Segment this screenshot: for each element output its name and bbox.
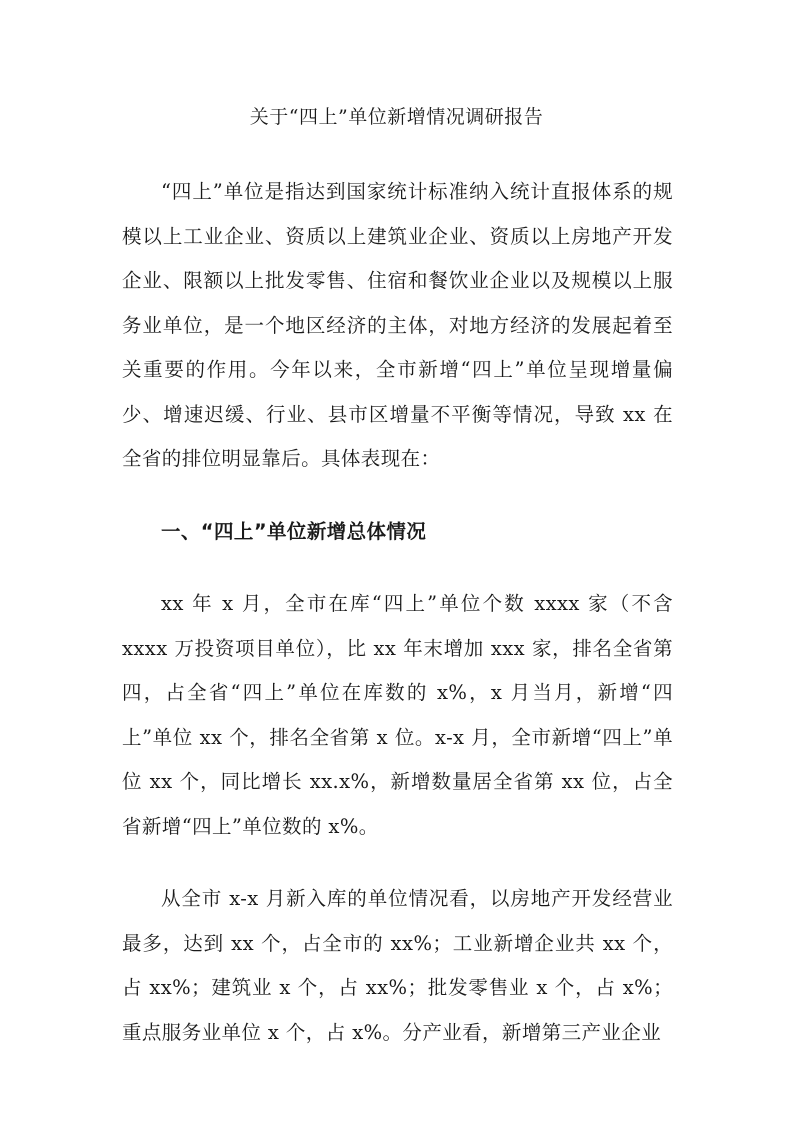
section-paragraph-1: xx 年 x 月，全市在库“四上”单位个数 xxxx 家（不含 xxxx 万投资项目单位），比 xx 年末增加 xxx 家，排名全省第四，占全省“四上”单位在库数的 x%，x 月当月，新增“四上”单位 xx 个，排名全省第 x 位。x-x 月，全市新增“四上”单位 xx 个，同比增长 xx.x%，新增数量居全省第 xx 位，占全省新增“四上”单位数的 x%。 xyxy=(122,592,673,838)
paragraph-gap xyxy=(122,482,673,510)
intro-paragraph: “四上”单位是指达到国家统计标准纳入统计直报体系的规模以上工业企业、资质以上建筑业企业、资质以上房地产开发企业、限额以上批发零售、住宿和餐饮业企业以及规模以上服务业单位，是一个地区经济的主体，对地方经济的发展起着至关重要的作用。今年以来，全市新增“四上”单位呈现增量偏少、增速迟缓、行业、县市区增量不平衡等情况，导致 xx 在全省的排位明显靠后。具体表现在： xyxy=(122,180,673,470)
paragraph-gap xyxy=(122,554,673,582)
section-heading: 一、“四上”单位新增总体情况 xyxy=(161,519,427,543)
paragraph-gap xyxy=(122,849,673,877)
document-title: 关于“四上”单位新增情况调研报告 xyxy=(249,106,544,128)
section-paragraph-2: 从全市 x-x 月新入库的单位情况看，以房地产开发经营业最多，达到 xx 个，占全市的 xx%；工业新增企业共 xx 个，占 xx%；建筑业 x 个，占 xx%；批发零售业 x 个，占 x%；重点服务业单位 x 个，占 x%。分产业看，新增第三产业企业 xyxy=(122,887,673,1044)
document-body xyxy=(122,170,673,1055)
